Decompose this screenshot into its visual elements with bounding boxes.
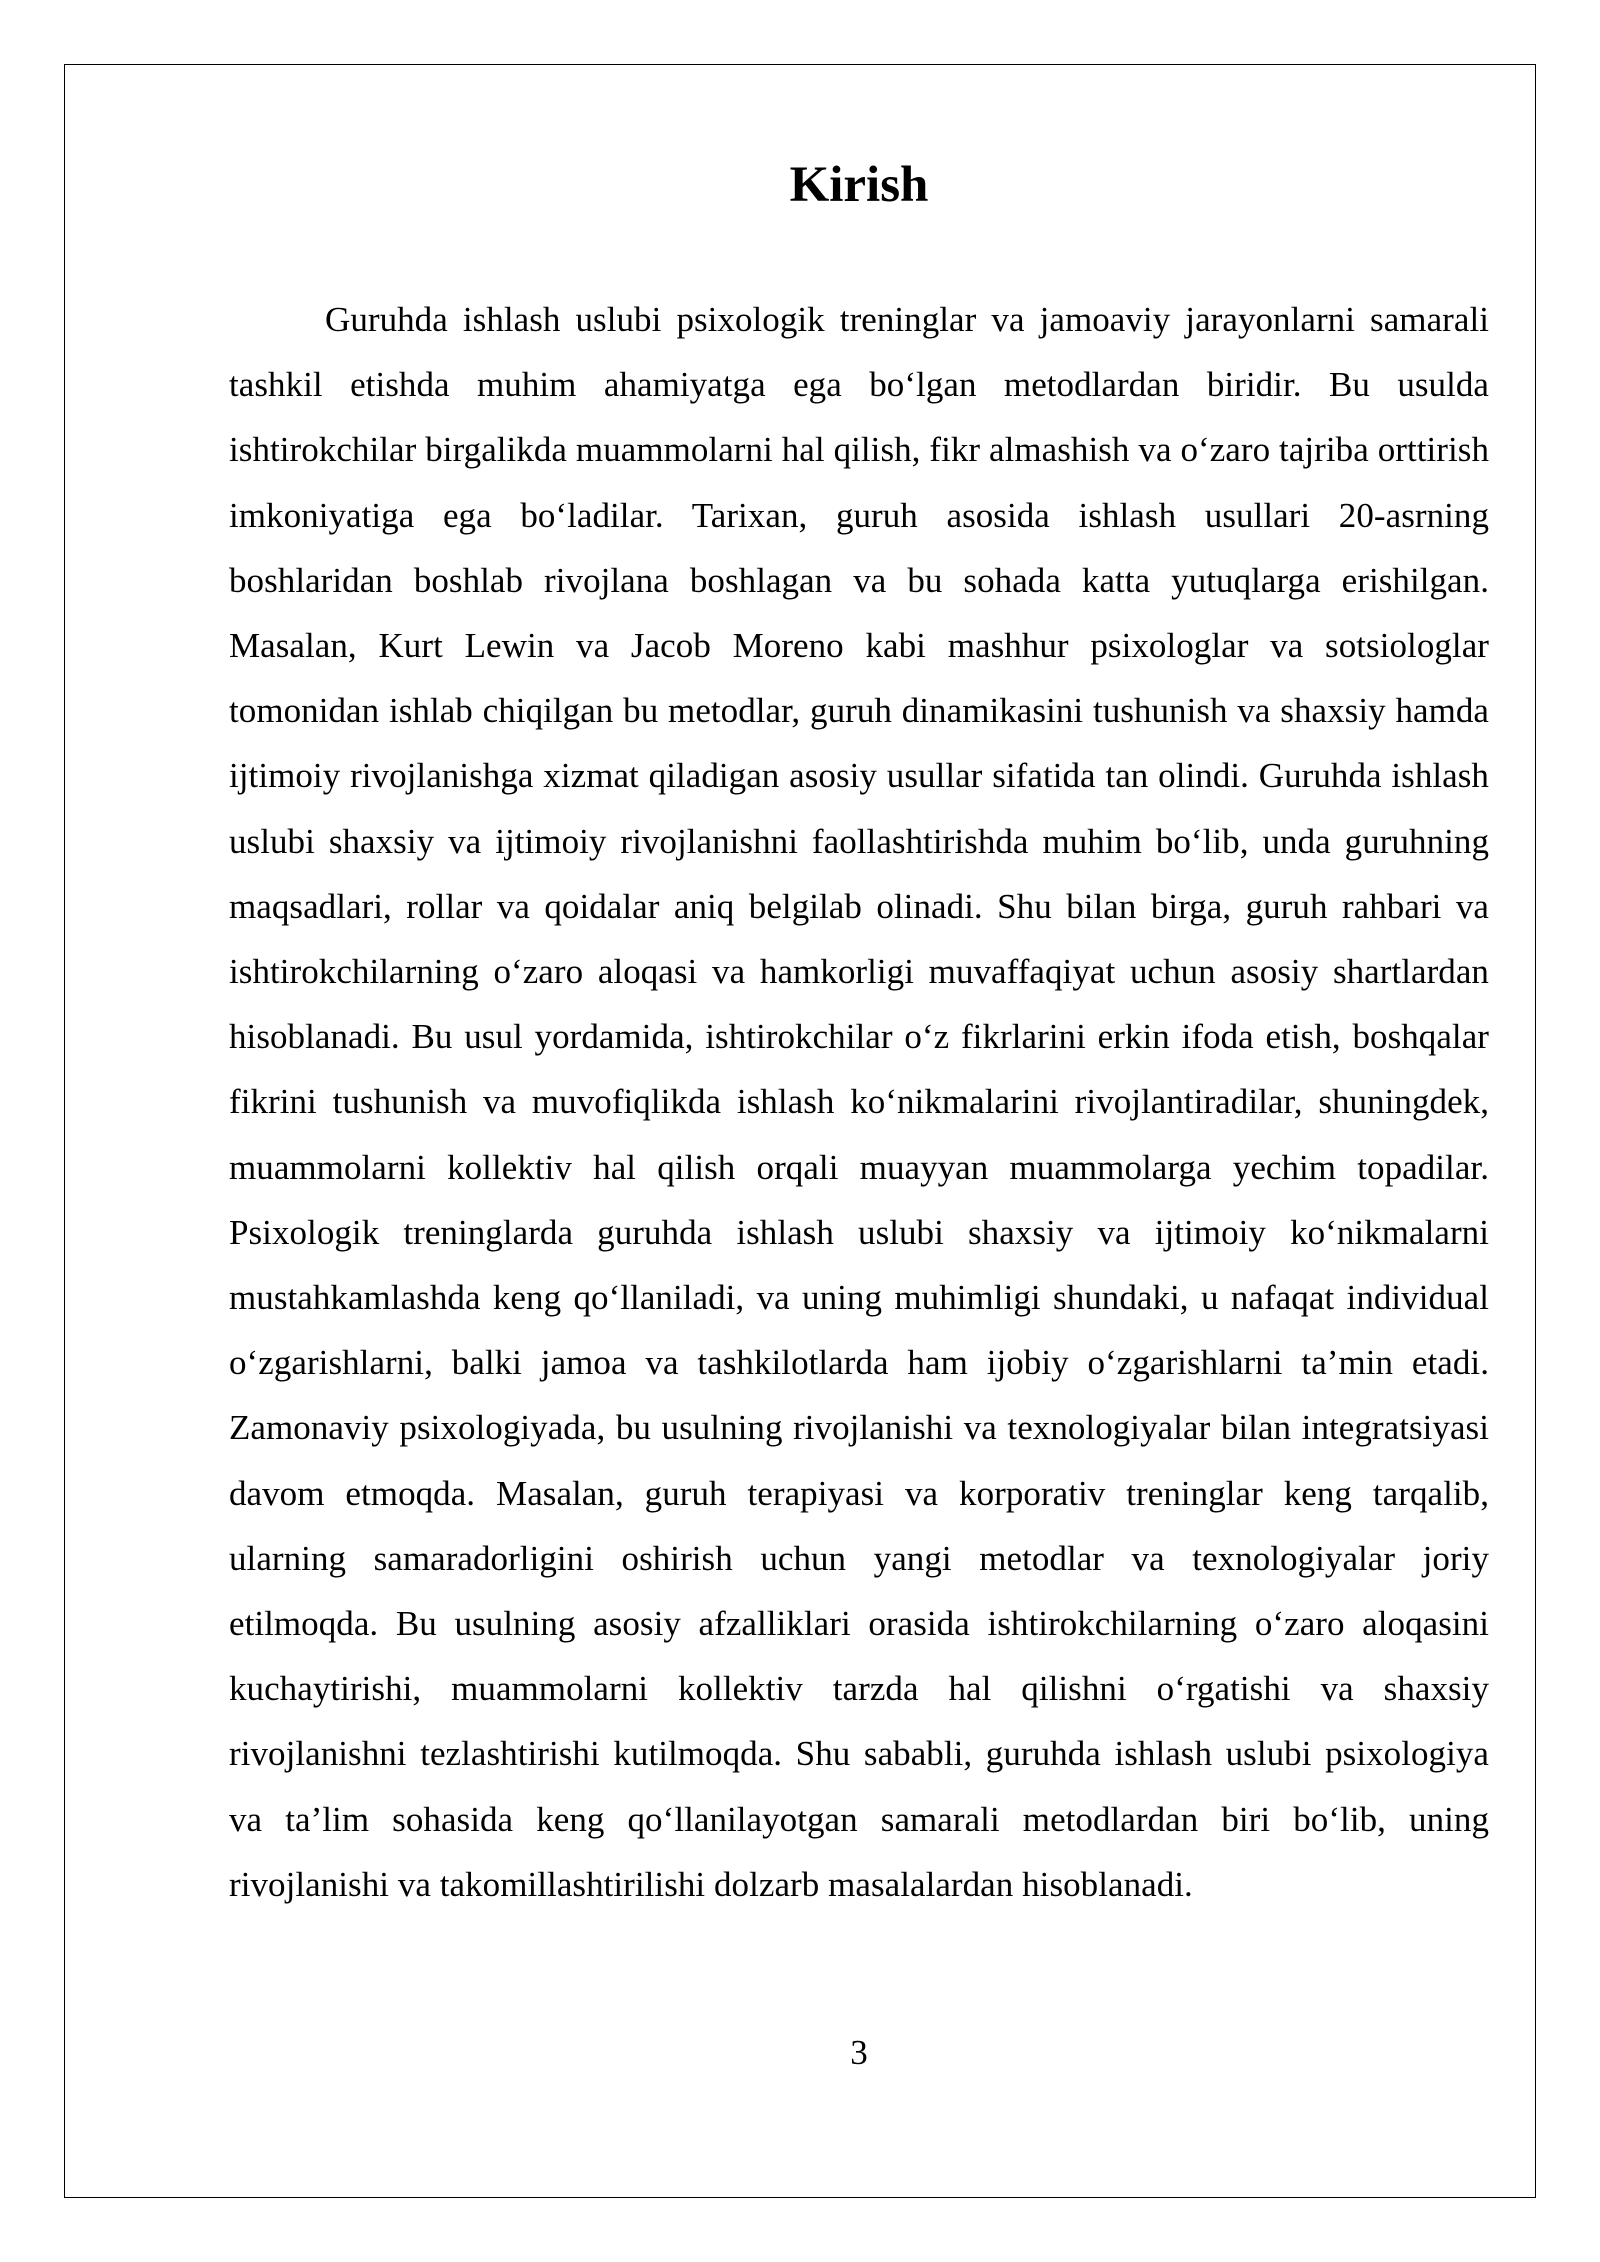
page-number: 3 [850,2033,868,2072]
page-title: Kirish [789,157,929,213]
body-paragraph: Guruhda ishlash uslubi psixologik treninglar va jamoaviy jarayonlarni samarali tashkil etishda muhim ahamiyatga ega bo‘lgan metodlardan biridir. Bu usulda ishtirokchilar birgalikda muammolarni hal qilish, fikr almashish va o‘zaro tajriba orttirish imkoniyatiga ega bo‘ladilar. Tarixan, guruh asosida ishlash usullari 20-asrning boshlaridan boshlab rivojlana boshlagan va bu sohada katta yutuqlarga erishilgan. Masalan, Kurt Lewin va Jacob Moreno kabi mashhur psixologlar va sotsiologlar tomonidan ishlab chiqilgan bu metodlar, guruh dinamikasini tushunish va shaxsiy hamda ijtimoiy rivojlanishga xizmat qiladigan asosiy usullar sifatida tan olindi. Guruhda ishlash uslubi shaxsiy va ijtimoiy rivojlanishni faollashtirishda muhim bo‘lib, unda guruhning maqsadlari, rollar va qoidalar aniq belgilab olinadi. Shu bilan birga, guruh rahbari va ishtirokchilarning o‘zaro aloqasi va hamkorligi muvaffaqiyat uchun asosiy shartlardan hisoblanadi. Bu usul yordamida, ishtirokchilar o‘z fikrlarini erkin ifoda etish, boshqalar fikrini tushunish va muvofiqlikda ishlash ko‘nikmalarini rivojlantiradilar, shuningdek, muammolarni kollektiv hal qilish orqali muayyan muammolarga yechim topadilar. Psixologik treninglarda guruhda ishlash uslubi shaxsiy va ijtimoiy ko‘nikmalarni mustahkamlashda keng qo‘llaniladi, va uning muhimligi shundaki, u nafaqat individual o‘zgarishlarni, balki jamoa va tashkilotlarda ham ijobiy o‘zgarishlarni ta’min etadi. Zamonaviy psixologiyada, bu usulning rivojlanishi va texnologiyalar bilan integratsiyasi davom etmoqda. Masalan, guruh terapiyasi va korporativ treninglar keng tarqalib, ularning samaradorligini oshirish uchun yangi metodlar va texnologiyalar joriy etilmoqda. Bu usulning asosiy afzalliklari orasida ishtirokchilarning o‘zaro aloqasini kuchaytirishi, muammolarni kollektiv tarzda hal qilishni o‘rgatishi va shaxsiy rivojlanishni tezlashtirishi kutilmoqda. Shu sababli, guruhda ishlash uslubi psixologiya va ta’lim sohasida keng qo‘llanilayotgan samarali metodlardan biri bo‘lib, uning rivojlanishi va takomillashtirilishi dolzarb masalalardan hisoblanadi. [229,300,1489,1904]
